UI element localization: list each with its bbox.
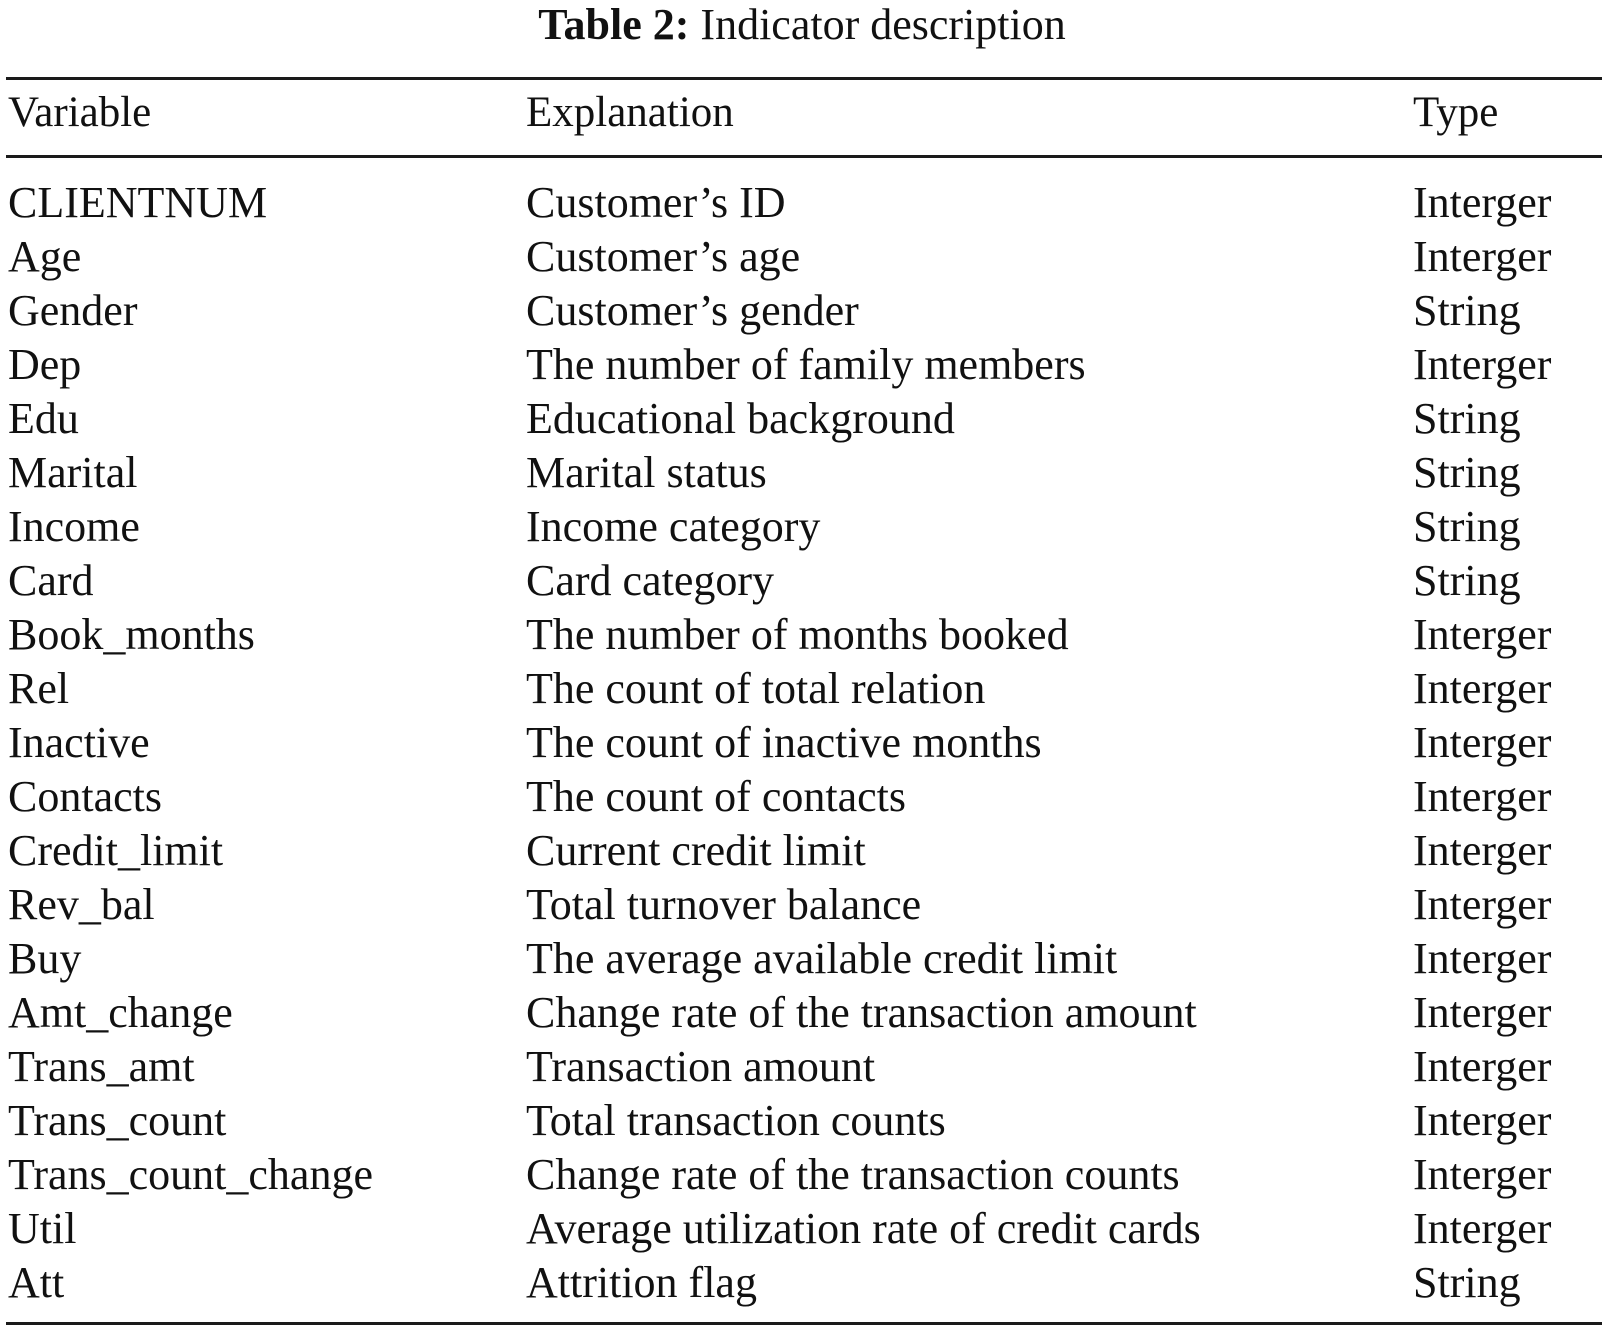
- cell-variable: Credit_limit: [8, 826, 224, 875]
- cell-explanation: The number of family members: [526, 340, 1086, 389]
- table-bottom-rule: [6, 1322, 1602, 1325]
- cell-explanation: Income category: [526, 502, 821, 551]
- cell-variable: Gender: [8, 286, 138, 335]
- cell-type: Interger: [1413, 1150, 1552, 1199]
- table-row: [0, 554, 1604, 608]
- cell-variable: Trans_amt: [8, 1042, 195, 1091]
- header-type: Type: [1413, 89, 1499, 136]
- cell-variable: Trans_count: [8, 1096, 227, 1145]
- cell-type: Interger: [1413, 826, 1552, 875]
- cell-explanation: Current credit limit: [526, 826, 866, 875]
- caption-title: Indicator description: [700, 0, 1066, 49]
- table-row: [0, 986, 1604, 1040]
- cell-type: String: [1413, 286, 1521, 335]
- table-row: [0, 824, 1604, 878]
- cell-explanation: Customer’s age: [526, 232, 801, 281]
- cell-type: Interger: [1413, 1042, 1552, 1091]
- cell-variable: Buy: [8, 934, 82, 983]
- table-body: [0, 176, 1604, 1316]
- cell-explanation: The count of inactive months: [526, 718, 1042, 767]
- cell-type: Interger: [1413, 232, 1552, 281]
- cell-type: Interger: [1413, 1096, 1552, 1145]
- table-row: [0, 176, 1604, 230]
- cell-type: Interger: [1413, 664, 1552, 713]
- cell-type: String: [1413, 394, 1521, 443]
- cell-type: Interger: [1413, 880, 1552, 929]
- cell-explanation: The count of contacts: [526, 772, 906, 821]
- table-row: [0, 932, 1604, 986]
- cell-explanation: Attrition flag: [526, 1258, 757, 1307]
- cell-variable: Rev_bal: [8, 880, 155, 929]
- cell-explanation: Change rate of the transaction counts: [526, 1150, 1180, 1199]
- header-variable: Variable: [8, 89, 152, 136]
- cell-explanation: Average utilization rate of credit cards: [526, 1204, 1201, 1253]
- table-row: [0, 662, 1604, 716]
- cell-type: String: [1413, 448, 1521, 497]
- cell-variable: Edu: [8, 394, 79, 443]
- cell-variable: Marital: [8, 448, 138, 497]
- cell-type: Interger: [1413, 1204, 1552, 1253]
- cell-type: String: [1413, 502, 1521, 551]
- cell-variable: Trans_count_change: [8, 1150, 373, 1199]
- cell-explanation: The number of months booked: [526, 610, 1069, 659]
- cell-explanation: Change rate of the transaction amount: [526, 988, 1197, 1037]
- cell-type: Interger: [1413, 178, 1552, 227]
- cell-variable: Att: [8, 1258, 65, 1307]
- cell-variable: Book_months: [8, 610, 255, 659]
- cell-variable: Age: [8, 232, 82, 281]
- cell-variable: Util: [8, 1204, 77, 1253]
- cell-variable: Contacts: [8, 772, 162, 821]
- cell-variable: Dep: [8, 340, 82, 389]
- cell-explanation: Educational background: [526, 394, 955, 443]
- cell-explanation: The average available credit limit: [526, 934, 1118, 983]
- table-row: [0, 446, 1604, 500]
- table-row: [0, 500, 1604, 554]
- cell-explanation: Transaction amount: [526, 1042, 876, 1091]
- cell-explanation: Card category: [526, 556, 774, 605]
- cell-variable: Income: [8, 502, 140, 551]
- cell-explanation: Customer’s gender: [526, 286, 859, 335]
- cell-type: Interger: [1413, 718, 1552, 767]
- table-row: [0, 284, 1604, 338]
- cell-type: Interger: [1413, 772, 1552, 821]
- table-caption: [0, 0, 1604, 50]
- cell-explanation: Customer’s ID: [526, 178, 786, 227]
- table-row: [0, 716, 1604, 770]
- table-row: [0, 1148, 1604, 1202]
- cell-variable: Card: [8, 556, 94, 605]
- table-row: [0, 1094, 1604, 1148]
- cell-type: Interger: [1413, 610, 1552, 659]
- table-row: [0, 1040, 1604, 1094]
- cell-type: Interger: [1413, 934, 1552, 983]
- table-row: [0, 1256, 1604, 1310]
- header-explanation: Explanation: [526, 89, 734, 136]
- table-row: [0, 392, 1604, 446]
- cell-variable: CLIENTNUM: [8, 178, 268, 227]
- table-row: [0, 878, 1604, 932]
- cell-explanation: Marital status: [526, 448, 767, 497]
- cell-variable: Amt_change: [8, 988, 233, 1037]
- cell-variable: Rel: [8, 664, 70, 713]
- table-top-rule: [6, 77, 1602, 80]
- caption-label: Table 2:: [538, 0, 690, 49]
- table-row: [0, 1202, 1604, 1256]
- cell-type: String: [1413, 1258, 1521, 1307]
- cell-type: Interger: [1413, 340, 1552, 389]
- cell-explanation: Total turnover balance: [526, 880, 922, 929]
- cell-type: String: [1413, 556, 1521, 605]
- table-row: [0, 770, 1604, 824]
- table-row: [0, 338, 1604, 392]
- table-header-rule: [6, 155, 1602, 158]
- table-header-row: [0, 86, 1604, 140]
- cell-variable: Inactive: [8, 718, 150, 767]
- table-row: [0, 230, 1604, 284]
- table-row: [0, 608, 1604, 662]
- cell-type: Interger: [1413, 988, 1552, 1037]
- cell-explanation: The count of total relation: [526, 664, 986, 713]
- cell-explanation: Total transaction counts: [526, 1096, 946, 1145]
